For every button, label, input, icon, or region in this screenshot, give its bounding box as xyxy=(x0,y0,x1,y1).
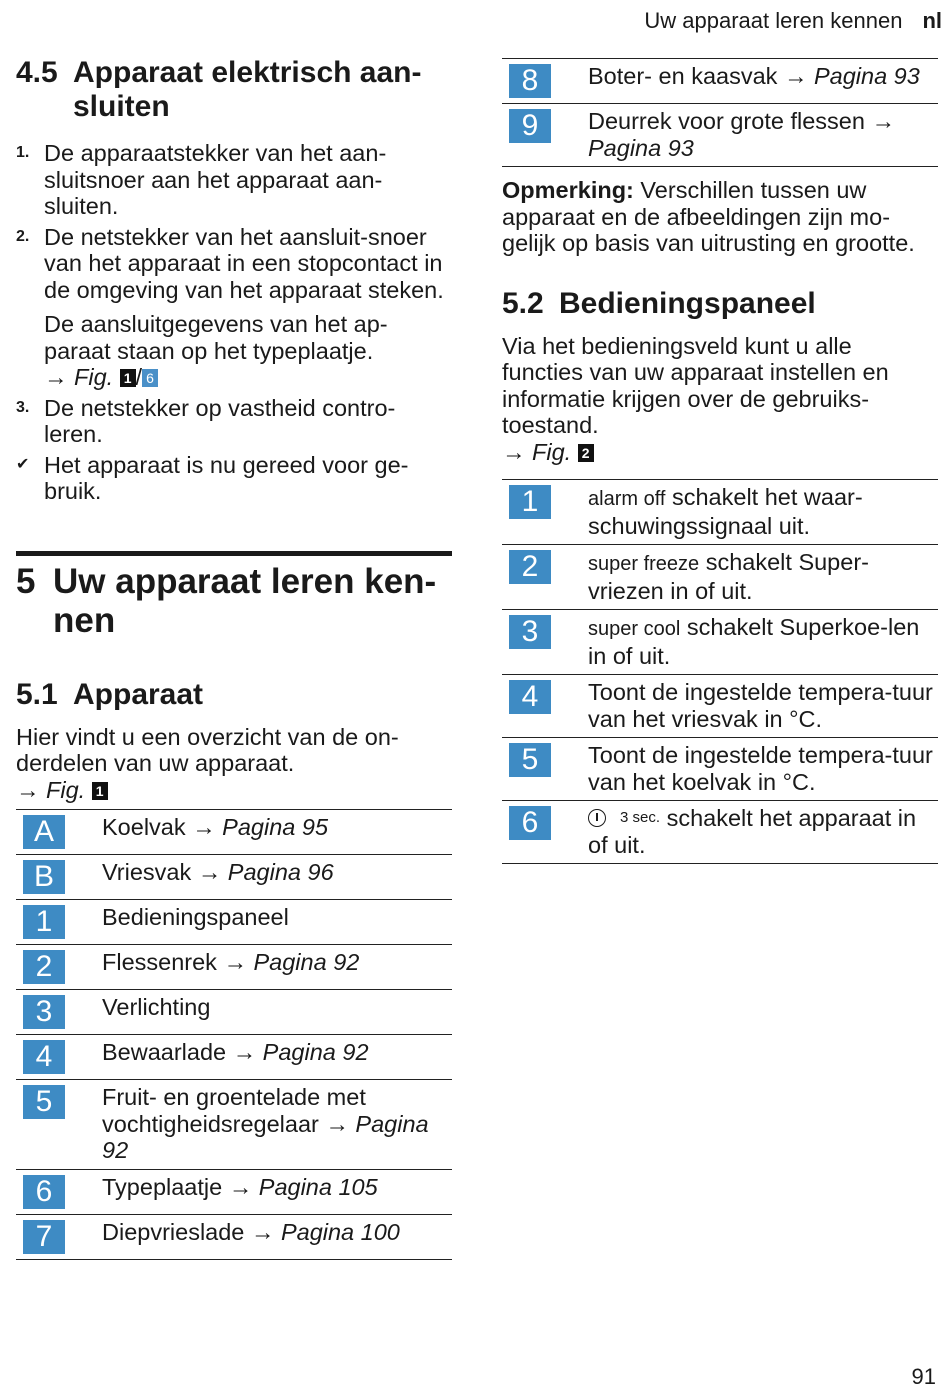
legend-row xyxy=(502,738,938,801)
step-1 xyxy=(16,140,452,220)
page-reference-link[interactable]: → Pagina 93 xyxy=(588,108,895,161)
legend-row xyxy=(16,1215,452,1260)
legend-description: schakelt Super-vriezen in of uit. xyxy=(588,549,869,604)
chapter-heading xyxy=(16,562,452,640)
connection-steps xyxy=(16,140,452,505)
legend-row xyxy=(502,104,938,167)
legend-key-badge: 7 xyxy=(23,1220,65,1254)
appliance-parts-legend xyxy=(16,809,452,1260)
page-reference-link[interactable]: → Pagina 100 xyxy=(250,1218,400,1245)
step-marker: 1. xyxy=(16,144,30,161)
legend-row xyxy=(502,675,938,738)
legend-text xyxy=(588,742,938,795)
legend-key-badge: 9 xyxy=(509,109,551,143)
legend-text xyxy=(588,484,938,539)
header-language: nl xyxy=(922,8,942,33)
legend-row xyxy=(16,900,452,945)
checkmark-icon: ✔ xyxy=(16,455,30,473)
legend-label: Diepvrieslade xyxy=(102,1218,245,1245)
control-button-label[interactable]: super freeze xyxy=(588,553,700,575)
figure-separator: / xyxy=(135,364,143,390)
section-title: Bedieningspaneel xyxy=(559,286,816,320)
legend-text xyxy=(102,904,452,939)
legend-label: Koelvak xyxy=(102,814,186,840)
legend-key-badge: 6 xyxy=(509,806,551,840)
figure-badge: 6 xyxy=(142,369,158,387)
control-button-label[interactable]: super cool xyxy=(588,618,681,640)
legend-key-badge: 8 xyxy=(509,64,551,98)
chapter-title: Uw apparaat leren ken-nen xyxy=(53,561,437,640)
step-2 xyxy=(16,224,452,391)
step-text: De apparaatstekker van het aan-sluitsnoer aan het apparaat aan-sluiten. xyxy=(44,140,387,219)
legend-text xyxy=(588,108,938,161)
section-intro: Hier vindt u een overzicht van de on-derdelen van uw apparaat. xyxy=(16,723,399,776)
legend-text xyxy=(102,814,452,849)
legend-row xyxy=(502,801,938,864)
page-number: 91 xyxy=(911,1363,936,1389)
page-reference-link[interactable]: → Pagina 96 xyxy=(197,859,334,885)
power-icon[interactable] xyxy=(588,809,606,827)
section-5-2-heading xyxy=(502,287,938,321)
step-text: De netstekker op vastheid contro-leren. xyxy=(44,394,396,447)
legend-text xyxy=(102,859,452,894)
legend-text xyxy=(102,1174,452,1209)
legend-row xyxy=(502,59,938,104)
duration-label: 3 sec. xyxy=(620,809,661,826)
legend-row xyxy=(16,1170,452,1215)
legend-description: Toont de ingestelde tempera-tuur van het koelvak in °C. xyxy=(588,742,933,795)
page-reference-link[interactable]: → Pagina 92 xyxy=(223,949,360,975)
legend-description: schakelt het waar-schuwingssignaal uit. xyxy=(588,484,863,539)
step-marker: 2. xyxy=(16,227,30,245)
legend-text xyxy=(102,949,452,984)
remark-label: Opmerking: xyxy=(502,177,634,203)
chapter-number: 5 xyxy=(16,561,36,601)
legend-row xyxy=(502,545,938,610)
figure-ref-prefix: → Fig. xyxy=(16,776,86,803)
legend-key-badge: 3 xyxy=(23,995,65,1029)
figure-badge: 2 xyxy=(578,444,594,462)
step-text: Het apparaat is nu gereed voor ge-bruik. xyxy=(44,451,409,504)
step-note: De aansluitgegevens van het ap-paraat staan op het typeplaatje. xyxy=(44,311,388,364)
legend-text xyxy=(588,679,938,732)
legend-key-badge: 6 xyxy=(23,1175,65,1209)
figure-reference[interactable] xyxy=(502,439,938,466)
legend-text xyxy=(588,805,938,858)
legend-key-badge: 5 xyxy=(23,1085,65,1119)
page-reference-link[interactable]: → Pagina 105 xyxy=(228,1173,378,1200)
appliance-parts-legend-continued xyxy=(502,58,938,167)
chapter-5 xyxy=(16,551,452,640)
figure-badge: 1 xyxy=(92,782,108,800)
legend-text xyxy=(102,1084,452,1164)
legend-label: Deurrek voor grote flessen xyxy=(588,108,865,134)
control-button-label[interactable]: alarm off xyxy=(588,488,666,510)
legend-text xyxy=(102,1219,452,1254)
legend-row xyxy=(16,1035,452,1080)
legend-key-badge: 4 xyxy=(23,1040,65,1074)
legend-key-badge: 1 xyxy=(23,905,65,939)
section-number: 5.2 xyxy=(502,286,544,320)
section-title: Apparaat elektrisch aan-sluiten xyxy=(73,56,422,123)
legend-key-badge: A xyxy=(23,815,65,849)
step-text: De netstekker van het aansluit-snoer van het apparaat in een stopcontact in de omgeving van het apparaat steken. xyxy=(44,223,444,303)
legend-row xyxy=(16,945,452,990)
legend-label: Vriesvak xyxy=(102,859,192,885)
legend-key-badge: 2 xyxy=(23,950,65,984)
legend-label: Verlichting xyxy=(102,994,211,1020)
legend-text xyxy=(102,994,452,1029)
legend-text xyxy=(588,63,938,98)
legend-row xyxy=(502,480,938,545)
page-reference-link[interactable]: → Pagina 95 xyxy=(192,814,329,840)
figure-reference[interactable] xyxy=(44,364,452,391)
page-reference-link[interactable]: → Pagina 92 xyxy=(102,1110,429,1163)
figure-ref-prefix: → Fig. xyxy=(44,364,114,390)
section-title: Apparaat xyxy=(73,677,204,711)
figure-badge: 1 xyxy=(120,369,136,387)
control-panel-legend xyxy=(502,479,938,864)
legend-row xyxy=(16,810,452,855)
legend-key-badge: 4 xyxy=(509,680,551,714)
legend-key-badge: B xyxy=(23,860,65,894)
legend-row xyxy=(16,990,452,1035)
page-reference-link[interactable]: → Pagina 92 xyxy=(232,1039,369,1065)
section-4-5-heading xyxy=(16,56,452,124)
legend-label: Bewaarlade xyxy=(102,1039,227,1065)
step-result xyxy=(16,452,452,505)
legend-key-badge: 1 xyxy=(509,485,551,519)
page-reference-link[interactable]: → Pagina 93 xyxy=(783,63,920,89)
section-5-1-heading xyxy=(16,678,452,712)
legend-row xyxy=(16,855,452,900)
legend-label: Typeplaatje xyxy=(102,1173,223,1200)
step-3 xyxy=(16,395,452,448)
legend-description: Toont de ingestelde tempera-tuur van het vriesvak in °C. xyxy=(588,679,933,732)
legend-label: Boter- en kaasvak xyxy=(588,63,778,89)
remark xyxy=(502,177,938,257)
right-column xyxy=(502,58,938,864)
figure-ref-prefix: → Fig. xyxy=(502,438,572,465)
step-marker: 3. xyxy=(16,398,30,416)
header-title: Uw apparaat leren kennen xyxy=(644,8,903,33)
running-header xyxy=(644,8,942,35)
legend-label: Flessenrek xyxy=(102,949,217,975)
legend-text xyxy=(588,614,938,669)
legend-key-badge: 2 xyxy=(509,550,551,584)
legend-key-badge: 3 xyxy=(509,615,551,649)
legend-label: Bedieningspaneel xyxy=(102,904,289,930)
legend-key-badge: 5 xyxy=(509,743,551,777)
section-number: 5.1 xyxy=(16,677,58,711)
left-column xyxy=(16,56,452,1260)
remark-text: Verschillen tussen uw apparaat en de afbeeldingen zijn mo-gelijk op basis van uitrusting en grootte. xyxy=(502,177,915,256)
figure-reference[interactable] xyxy=(16,777,452,804)
legend-label: Fruit- en groentelade met vochtigheidsregelaar xyxy=(102,1084,366,1137)
legend-text xyxy=(102,1039,452,1074)
legend-text xyxy=(588,549,938,604)
legend-row xyxy=(16,1080,452,1170)
section-number: 4.5 xyxy=(16,56,58,89)
legend-description: schakelt Superkoe-len in of uit. xyxy=(588,614,920,669)
legend-description: schakelt het apparaat in of uit. xyxy=(588,805,917,858)
section-intro: Via het bedieningsveld kunt u alle functies van uw apparaat instellen en informatie krijgen over de gebruiks-toestand. xyxy=(502,332,889,438)
legend-row xyxy=(502,610,938,675)
